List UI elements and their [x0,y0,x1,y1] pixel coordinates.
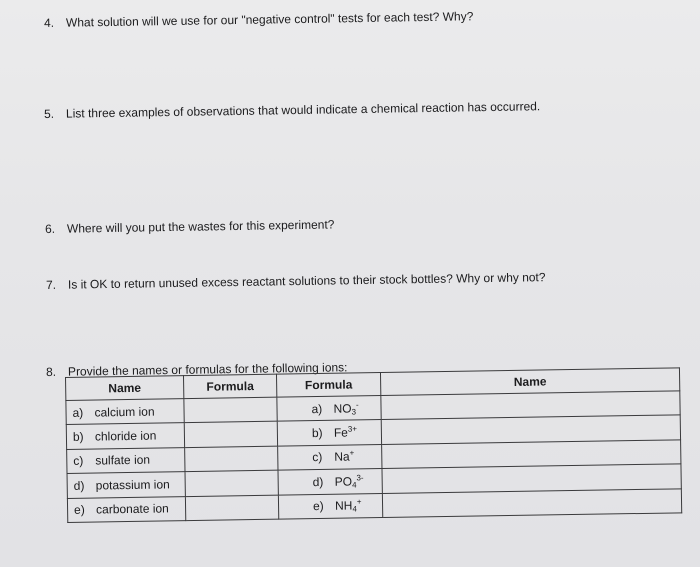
ion-symbol: Fe [333,425,349,440]
question-4 [44,9,474,30]
row-letter: d) [312,474,324,489]
question-text: Is it OK to return unused excess reactant solutions to their stock bottles? Why or why not? [67,270,546,292]
question-number: 5. [43,106,55,121]
question-text: Where will you put the wastes for this experiment? [66,217,335,236]
row-letter: d) [73,478,85,493]
ion-name: sulfate ion [95,453,151,469]
ion-name-cell [67,447,185,473]
formula-answer-cell[interactable] [184,422,277,448]
ion-name: chloride ion [94,428,157,444]
row-letter: c) [73,454,84,469]
formula-answer-cell[interactable] [184,397,277,423]
row-letter: e) [73,502,85,518]
ion-name: carbonate ion [95,501,169,517]
row-letter: c) [312,450,323,465]
ion-charge: 3- [356,473,364,483]
row-letter: a) [311,401,323,416]
row-letter: b) [311,426,323,441]
ion-symbol: Na [334,450,350,465]
ion-formula-cell [278,444,382,470]
formula-answer-cell[interactable] [185,495,278,521]
row-letter: e) [312,499,324,514]
ions-table [65,367,682,523]
ion-formula-cell [278,493,382,519]
question-6 [45,217,335,236]
ion-symbol: NH [334,498,353,514]
ion-charge: 3+ [347,424,358,434]
ion-subscript: 3 [351,407,357,417]
ion-name: potassium ion [95,477,170,493]
question-text: Provide the names or formulas for the following ions: [67,360,348,379]
ion-name-cell [67,496,185,522]
header-formula: Formula [183,374,276,398]
ion-charge: - [355,400,359,410]
header-name-right: Name [380,368,679,396]
formula-answer-cell[interactable] [185,446,278,472]
question-number: 6. [44,221,56,236]
ion-name: calcium ion [94,404,155,420]
ion-subscript: 4 [352,480,357,490]
ion-charge: + [356,497,362,507]
ion-formula-cell [277,420,381,446]
formula-answer-cell[interactable] [185,470,278,496]
ion-name-cell [66,399,184,425]
ion-name-cell [67,472,185,498]
question-number: 7. [45,277,57,292]
question-number: 4. [43,15,55,30]
ion-symbol: NO [333,401,352,416]
ion-symbol: PO [334,474,353,489]
row-letter: b) [72,429,84,444]
header-formula-right: Formula [276,373,380,398]
ion-formula-cell [278,469,382,495]
question-text: What solution will we use for our "negative control" tests for each test? Why? [65,9,474,30]
row-letter: a) [72,405,84,420]
question-number: 8. [45,364,57,379]
header-name: Name [66,376,184,401]
ion-formula-cell [277,396,381,422]
question-7 [46,270,546,292]
ion-name-cell [66,423,184,449]
question-5 [44,99,540,121]
ion-subscript: 4 [352,504,357,514]
question-text: List three examples of observations that would indicate a chemical reaction has occurred. [65,99,541,121]
name-answer-cell[interactable] [382,488,681,517]
ion-charge: + [349,448,355,459]
